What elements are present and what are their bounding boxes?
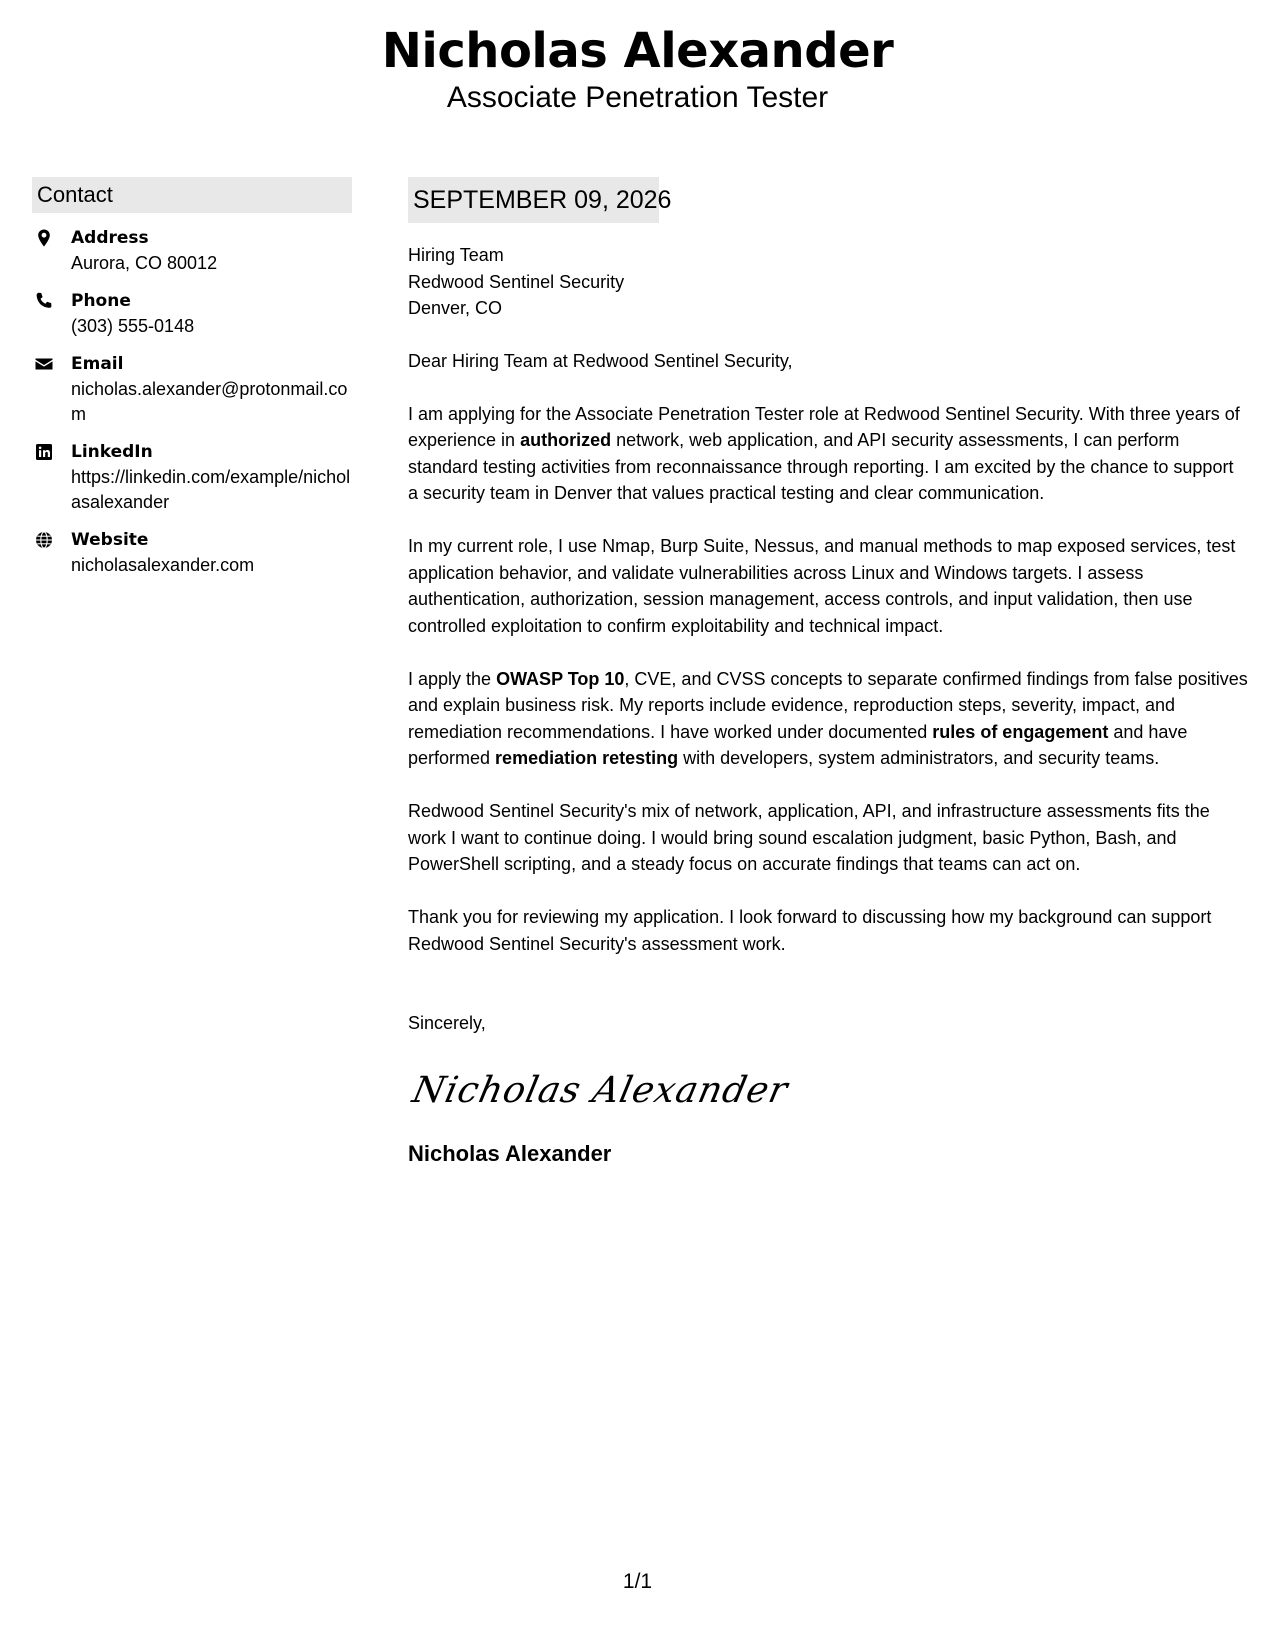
contact-item-linkedin: [32, 439, 352, 515]
page-number: 1/1: [622, 1570, 653, 1593]
email-icon: [34, 354, 54, 374]
job-title: Associate Penetration Tester: [446, 81, 829, 114]
bold-text: authorized: [520, 430, 612, 450]
text-run: and have performed: [408, 721, 1188, 768]
sidebar: [32, 177, 352, 578]
contact-label: LinkedIn: [71, 442, 153, 462]
contact-value: (303) 555-0148: [71, 316, 195, 336]
contact-value[interactable]: nicholasalexander.com: [71, 555, 255, 575]
bold-text: rules of engagement: [932, 721, 1109, 742]
bold-text: remediation retesting: [495, 748, 679, 768]
contact-label: Phone: [71, 291, 131, 311]
recipient-line: Denver, CO: [408, 298, 503, 318]
contact-heading: Contact: [32, 177, 352, 213]
paragraph-thanks: Thank you for reviewing my application. I look forward to discussing how my background can support Redwood Sentinel Security's assessment work.: [408, 907, 1212, 954]
linkedin-icon: [34, 442, 54, 462]
header: [0, 22, 1275, 116]
paragraph-experience: In my current role, I use Nmap, Burp Suite, Nessus, and manual methods to map exposed services, test application behavior, and validate vulnerabilities across Linux and Windows targets. I assess authentication, authorization, session management, access controls, and input validation, then use controlled exploitation to confirm exploitability and technical impact.: [408, 536, 1236, 636]
text-run: , CVE, and CVSS concepts to separate confirmed findings from false positives and explain business risk. My reports include evidence, reproduction steps, severity, impact, and remediation recommendations. I have worked under documented: [408, 668, 1248, 742]
contact-label: Website: [71, 530, 149, 550]
letter-date: SEPTEMBER 09, 2026: [408, 177, 659, 223]
recipient-line: Redwood Sentinel Security: [408, 271, 625, 292]
signer-name: Nicholas Alexander: [408, 1140, 612, 1166]
map-pin-icon: [34, 228, 54, 248]
contact-item-phone: [32, 288, 352, 339]
bold-text: OWASP Top 10: [496, 668, 625, 689]
contact-value: Aurora, CO 80012: [71, 253, 218, 273]
letter-body: [408, 177, 1248, 1169]
candidate-name: Nicholas Alexander: [381, 23, 894, 79]
contact-item-email: [32, 351, 352, 427]
text-run: I am applying for the Associate Penetration Tester role at Redwood Sentinel Security. With three years of experience in: [408, 403, 1240, 450]
contact-label: Email: [71, 354, 124, 374]
recipient-line: Hiring Team: [408, 245, 504, 265]
contact-label: Address: [71, 228, 149, 248]
phone-icon: [34, 291, 54, 311]
globe-icon: [34, 530, 54, 550]
contact-item-address: [32, 225, 352, 276]
text-run: I apply the: [408, 668, 497, 689]
closing: Sincerely,: [408, 1013, 486, 1033]
salutation: Dear Hiring Team at Redwood Sentinel Security,: [408, 350, 793, 371]
contact-value[interactable]: nicholas.alexander@protonmail.com: [71, 379, 348, 424]
contact-value[interactable]: https://linkedin.com/example/nicholasalexander: [71, 467, 351, 512]
text-run: with developers, system administrators, and security teams.: [678, 748, 1160, 768]
paragraph-methods: [408, 666, 1248, 772]
contact-item-website: [32, 527, 352, 578]
recipient-block: [408, 242, 1248, 322]
text-run: network, web application, and API security assessments, I can perform standard testing activities from reconnaissance through reporting. I am excited by the chance to support a security team in Denver that values practical testing and clear communication.: [408, 430, 1234, 503]
paragraph-fit: Redwood Sentinel Security's mix of network, application, API, and infrastructure assessments fits the work I want to continue doing. I would bring sound escalation judgment, basic Python, Bash, and PowerShell scripting, and a steady focus on accurate findings that teams can act on.: [408, 801, 1210, 874]
paragraph-intro: [408, 401, 1248, 507]
signature: Nicholas Alexander: [408, 1069, 792, 1111]
